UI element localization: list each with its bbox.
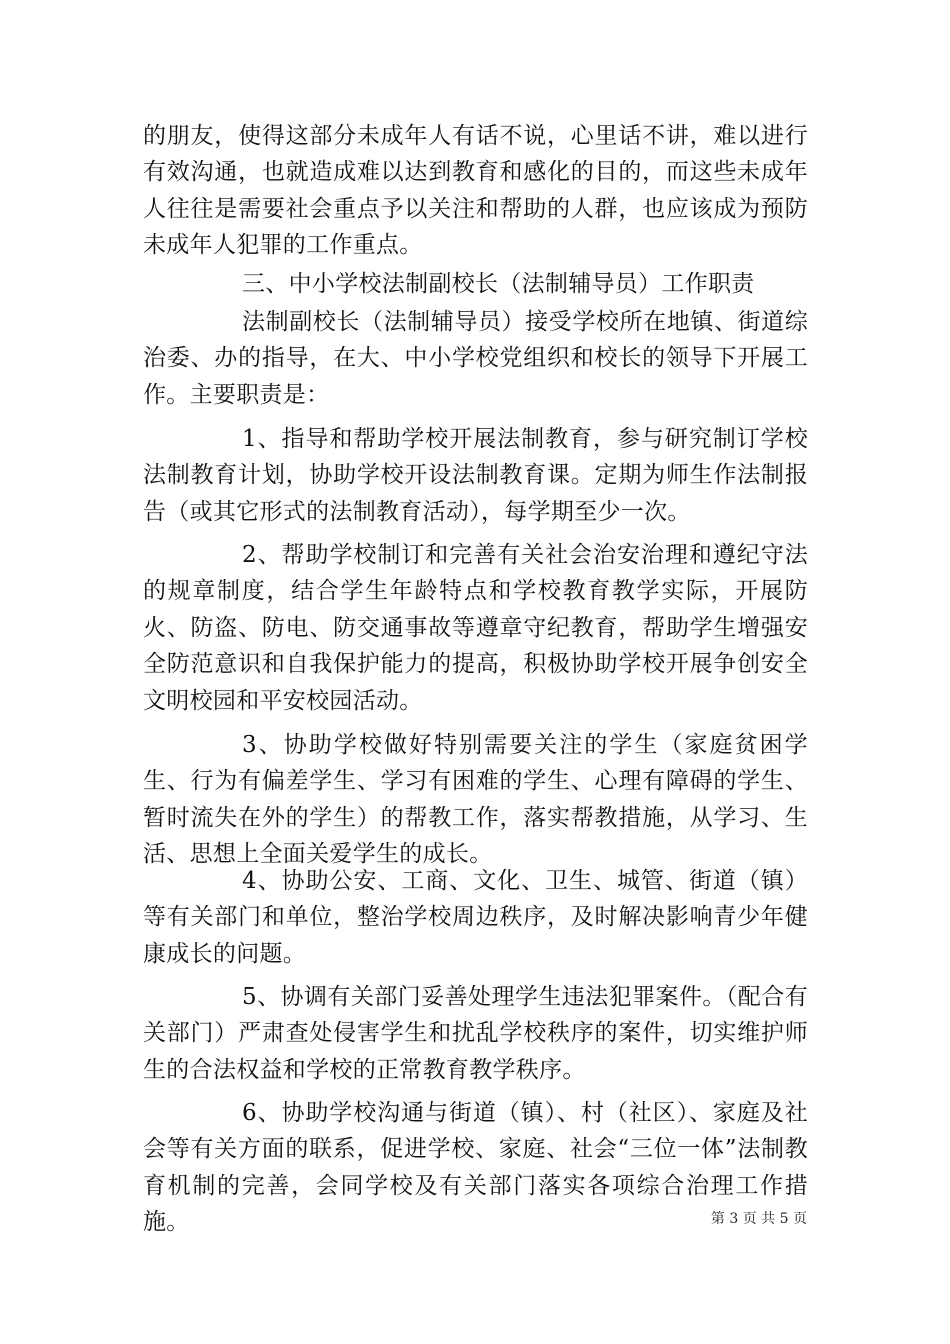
page-footer bbox=[711, 1208, 807, 1228]
duty-item-1: 1、指导和帮助学校开展法制教育，参与研究制订学校法制教育计划，协助学校开设法制教育课。定期为师生作法制报告（或其它形式的法制教育活动），每学期至少一次。 bbox=[143, 426, 808, 525]
duty-item-4: 4、协助公安、工商、文化、卫生、城管、街道（镇）等有关部门和单位，整治学校周边秩序，及时解决影响青少年健康成长的问题。 bbox=[143, 868, 808, 967]
paragraph-intro: 法制副校长（法制辅导员）接受学校所在地镇、街道综治委、办的指导，在大、中小学校党组织和校长的领导下开展工作。主要职责是： bbox=[143, 309, 808, 408]
duty-item-6: 6、协助学校沟通与街道（镇）、村（社区）、家庭及社会等有关方面的联系，促进学校、家庭、社会“三位一体”法制教育机制的完善，会同学校及有关部门落实各项综合治理工作措施。 bbox=[143, 1100, 808, 1236]
duty-item-5: 5、协调有关部门妥善处理学生违法犯罪案件。（配合有关部门）严肃查处侵害学生和扰乱学校秩序的案件，切实维护师生的合法权益和学校的正常教育教学秩序。 bbox=[143, 984, 808, 1083]
paragraph-continuation: 的朋友，使得这部分未成年人有话不说，心里话不讲，难以进行有效沟通，也就造成难以达到教育和感化的目的，而这些未成年人往往是需要社会重点予以关注和帮助的人群，也应该成为预防未成年人犯罪的工作重点。 bbox=[143, 123, 808, 259]
duty-item-2: 2、帮助学校制订和完善有关社会治安治理和遵纪守法的规章制度，结合学生年龄特点和学校教育教学实际，开展防火、防盗、防电、防交通事故等遵章守纪教育，帮助学生增强安全防范意识和自我保护能力的提高，积极协助学校开展争创安全文明校园和平安校园活动。 bbox=[143, 542, 808, 714]
page-indicator: 第 3 页 共 5 页 bbox=[710, 1211, 807, 1227]
duty-item-3: 3、协助学校做好特别需要关注的学生（家庭贫困学生、行为有偏差学生、学习有困难的学生、心理有障碍的学生、暂时流失在外的学生）的帮教工作，落实帮教措施，从学习、生活、思想上全面关爱学生的成长。 bbox=[143, 732, 808, 868]
section-heading: 三、中小学校法制副校长（法制辅导员）工作职责 bbox=[242, 271, 755, 297]
